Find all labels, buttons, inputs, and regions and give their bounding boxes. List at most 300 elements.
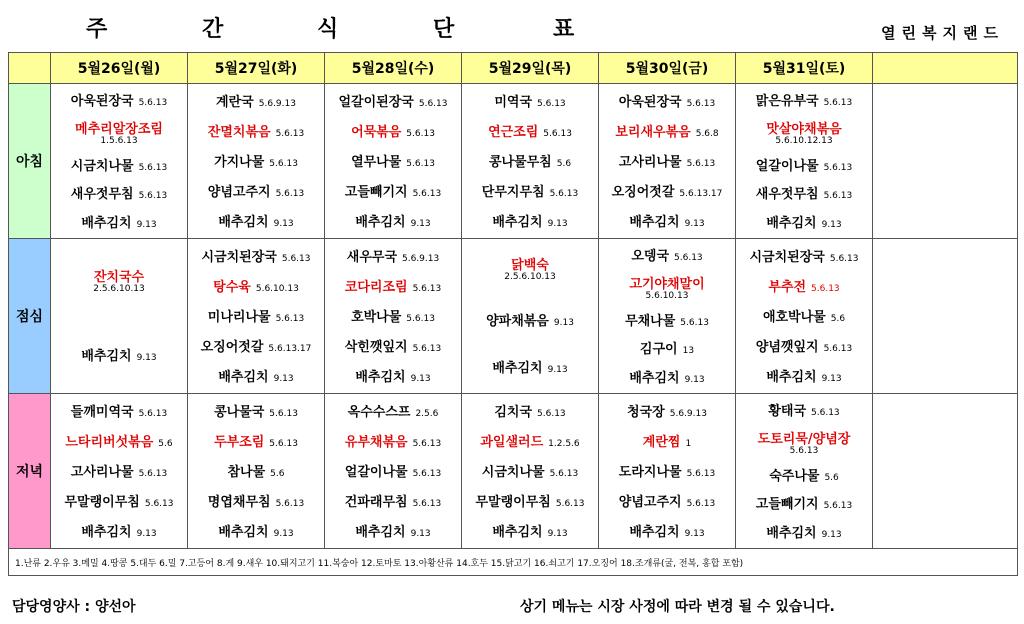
menu-item [325,493,461,510]
dish-name: 숙주나물 [769,469,820,485]
dish-name: 양파채볶음 [486,314,549,330]
dish-name: 두부조림 [214,434,265,450]
dish-name: 고사리나물 [70,464,134,480]
allergen-code: 5.6.13 [555,498,585,509]
allergen-code: 5.6.9.13 [402,253,440,264]
dish-name: 무채나물 [625,314,676,330]
allergen-code: 1.5.6.13 [100,135,138,146]
dish-name: 배추김치 [766,215,817,231]
allergen-code: 5.6.13 [138,163,168,174]
dish-name: 도토리묵/양념장 [757,431,851,447]
dish-name: 배추김치 [81,349,132,365]
menu-item [188,403,324,420]
menu-item [599,312,735,329]
menu-item [736,524,872,541]
allergen-code: 5.6.13.17 [268,343,312,354]
meal-row-lunch [9,239,1018,394]
menu-item [325,153,461,170]
allergen-code: 9.13 [684,528,705,539]
meal-label: 아침 [9,84,51,239]
dish-name: 삭힌깻잎지 [344,339,408,355]
allergen-code: 9.13 [547,528,568,539]
dish-name: 고들빼기지 [755,497,819,513]
menu-cell [462,239,599,394]
allergen-code: 9.13 [273,528,294,539]
menu-cell [599,84,736,239]
day-header: 5월28일(수) [325,53,462,84]
dish-name: 건파래무침 [344,494,408,510]
dish-name: 배추김치 [218,369,269,385]
dish-name: 열무나물 [351,154,402,170]
menu-item [188,308,324,325]
menu-cell [462,84,599,239]
menu-cell [188,239,325,394]
dish-name: 배추김치 [218,524,269,540]
corner-cell [9,53,51,84]
brand-name: 열린복지랜드 [881,24,1004,42]
menu-cell [736,394,873,549]
allergen-code: 9.13 [821,529,842,540]
meal-label: 점심 [9,239,51,394]
empty-cell [873,394,1018,549]
dish-name: 배추김치 [355,524,406,540]
meal-row-dinner [9,394,1018,549]
allergen-code: 5.6.13 [811,283,840,294]
menu-cell [325,239,462,394]
menu-item [462,523,598,540]
dish-name: 명엽채무침 [207,494,271,510]
allergen-code: 5.6.13 [406,313,435,324]
allergen-code: 5.6.13 [823,501,853,512]
empty-cell [873,84,1018,239]
menu-item [462,213,598,230]
menu-item [188,463,324,480]
menu-item [599,275,735,301]
dish-name: 배추김치 [81,524,132,540]
menu-item [325,433,461,450]
menu-cell [736,84,873,239]
menu-item [188,338,324,355]
dish-name: 양념깻잎지 [755,339,819,355]
dish-name: 배추김치 [492,524,543,540]
allergen-code: 5.6 [824,473,839,484]
menu-item [325,278,461,295]
menu-cell [462,394,599,549]
meal-body [9,84,1018,549]
dish-name: 맑은유부국 [755,93,819,109]
allergen-code: 1 [685,438,692,449]
menu-item [51,523,187,540]
allergen-code: 5.6.13 [412,188,442,199]
dish-name: 김구이 [639,342,678,358]
dish-name: 어묵볶음 [351,124,402,140]
allergen-code: 5.6.13 [281,253,311,264]
dish-name: 옥수수스프 [347,404,411,420]
title-char: 간 [202,17,224,42]
allergen-code: 5.6.8 [695,128,719,139]
allergen-code: 5.6.10.13 [255,283,299,294]
menu-cell [51,394,188,549]
allergen-code: 5.6.13 [537,408,566,419]
dish-name: 느타리버섯볶음 [65,434,154,450]
menu-item [736,92,872,109]
menu-item [599,213,735,230]
dish-name: 단무지무침 [481,184,545,200]
allergen-code: 5.6.13 [418,98,448,109]
menu-item [462,403,598,420]
menu-item [599,247,735,264]
menu-item [188,433,324,450]
dish-name: 고사리나물 [618,154,682,170]
menu-item [188,123,324,140]
weekly-menu-table [8,52,1018,576]
menu-item [736,402,872,419]
title-char: 식 [317,17,339,42]
allergen-code: 5.6.13 [823,163,853,174]
title-char: 표 [553,17,575,42]
allergen-code: 9.13 [547,365,568,376]
dish-name: 오징어젓갈 [200,339,264,355]
dish-name: 참나물 [227,464,266,480]
menu-item [462,493,598,510]
menu-cell [325,84,462,239]
dish-name: 탕수육 [213,279,251,295]
allergen-code: 5.6 [556,158,572,169]
allergen-code: 5.6.13 [269,408,298,419]
allergen-code: 5.6.13 [823,191,853,202]
dish-name: 콩나물국 [214,404,265,420]
menu-item [188,368,324,385]
dish-name: 배추김치 [629,214,680,230]
allergen-code: 9.13 [136,528,157,539]
allergen-code: 9.13 [684,374,705,385]
menu-item [599,340,735,357]
dish-name: 얼갈이된장국 [338,94,414,110]
dish-name: 잔치국수 [93,269,145,285]
dish-name: 고들빼기지 [344,184,408,200]
dish-name: 과일샐러드 [480,434,544,450]
allergen-code: 5.6.13 [138,191,168,202]
allergen-code: 5.6.13 [269,158,298,169]
dish-name: 아욱된장국 [70,93,134,109]
allergen-code: 5.6.13 [686,468,716,479]
menu-item [736,185,872,202]
menu-item [736,214,872,231]
allergen-code: 5.6.13 [412,343,442,354]
allergen-code: 5.6.13 [549,188,579,199]
day-header: 5월29일(목) [462,53,599,84]
dish-name: 잔멸치볶음 [207,124,271,140]
menu-cell [599,239,736,394]
allergen-code: 5.6.13 [537,98,566,109]
menu-item [325,338,461,355]
menu-item [325,523,461,540]
dish-name: 배추김치 [218,214,269,230]
allergen-code: 5.6.13.17 [679,188,723,199]
allergen-code: 9.13 [821,373,842,384]
allergen-code: 5.6.13 [549,468,579,479]
menu-item [325,213,461,230]
dish-name: 무말랭이무침 [475,494,551,510]
dish-name: 부추전 [768,279,807,295]
menu-item [736,338,872,355]
meal-row-breakfast [9,84,1018,239]
menu-item [462,93,598,110]
dish-name: 양념고주지 [207,184,271,200]
allergen-code: 5.6.13 [823,97,853,108]
menu-item [51,157,187,174]
dish-name: 호박나물 [351,309,402,325]
allergen-code: 5.6.13 [412,468,442,479]
menu-cell [599,394,736,549]
menu-item [599,123,735,140]
allergen-code: 5.6.13 [269,438,298,449]
allergen-code: 9.13 [553,318,574,329]
allergen-code: 5.6.13 [412,283,442,294]
allergen-code: 5.6.13 [275,498,305,509]
menu-item [188,523,324,540]
menu-item [599,463,735,480]
menu-item [599,433,735,450]
menu-cell [51,84,188,239]
allergen-code: 9.13 [410,218,431,229]
menu-item [325,248,461,265]
allergen-code: 5.6.10.13 [645,290,689,301]
menu-item [51,347,187,364]
allergen-code: 9.13 [273,218,294,229]
menu-item [51,463,187,480]
menu-item [51,433,187,450]
allergen-code: 5.6.13 [543,128,572,139]
allergen-code: 1.2.5.6 [548,438,580,449]
menu-cell [51,239,188,394]
menu-cell [325,394,462,549]
menu-item [51,92,187,109]
allergen-code: 5.6.13 [138,97,168,108]
dish-name: 닭백숙 [511,258,549,274]
allergen-code: 9.13 [684,218,705,229]
menu-item [325,368,461,385]
day-header-row [9,53,1018,84]
menu-item [188,183,324,200]
allergen-code: 2.5.6.10.13 [93,283,145,294]
menu-item [462,123,598,140]
dish-name: 미역국 [494,94,533,110]
menu-item [325,183,461,200]
menu-item [188,493,324,510]
allergen-code: 5.6.13 [680,318,709,329]
menu-item [188,93,324,110]
allergen-code: 5.6.10.12.13 [775,135,833,146]
allergen-code: 5.6 [830,313,846,324]
title-char: 단 [433,17,455,42]
empty-day-header [873,53,1018,84]
allergen-code: 5.6.9.13 [258,98,296,109]
allergen-code: 5.6.13 [406,128,435,139]
dish-name: 보리새우볶음 [615,124,691,140]
allergen-code: 9.13 [273,373,294,384]
dish-name: 배추김치 [629,370,680,386]
allergen-code: 13 [682,346,695,357]
empty-cell [873,239,1018,394]
allergen-code: 2.5.6 [415,408,439,419]
allergen-code: 5.6.13 [674,252,703,263]
menu-item [325,123,461,140]
allergen-code: 5.6.13 [412,438,442,449]
allergen-code: 5.6.13 [829,253,859,264]
menu-item [599,523,735,540]
menu-item [325,308,461,325]
menu-item [462,256,598,282]
dish-name: 연근조림 [488,124,539,140]
day-header: 5월30일(금) [599,53,736,84]
allergen-code: 5.6.13 [412,498,442,509]
dish-name: 도라지나물 [618,464,682,480]
day-header: 5월31일(토) [736,53,873,84]
menu-item [736,157,872,174]
dish-name: 유부채볶음 [344,434,408,450]
menu-item [599,93,735,110]
dish-name: 배추김치 [766,369,817,385]
menu-item [736,308,872,325]
dish-name: 배추김치 [355,369,406,385]
menu-item [325,403,461,420]
menu-cell [188,84,325,239]
dish-name: 김치국 [494,404,533,420]
dish-name: 배추김치 [492,214,543,230]
allergen-code: 2.5.6.10.13 [504,271,556,282]
dish-name: 새우젓무침 [755,187,819,203]
dish-name: 시금치나물 [481,464,545,480]
menu-cell [736,239,873,394]
menu-item [188,248,324,265]
allergen-code: 5.6.13 [144,498,174,509]
menu-item [736,248,872,265]
menu-item [462,359,598,376]
menu-cell [188,394,325,549]
meal-label: 저녁 [9,394,51,549]
allergen-code: 5.6.13 [138,468,168,479]
dish-name: 무말랭이무침 [64,494,140,510]
day-header: 5월27일(화) [188,53,325,84]
allergen-code: 5.6 [270,468,285,479]
title-char: 주 [86,17,108,42]
dish-name: 배추김치 [766,525,817,541]
menu-item [51,493,187,510]
menu-item [51,214,187,231]
dish-name: 시금치된장국 [749,249,825,265]
allergen-code: 5.6.13 [823,343,853,354]
allergen-code: 5.6.13 [686,98,716,109]
menu-item [736,278,872,295]
dish-name: 배추김치 [492,361,543,377]
dish-name: 배추김치 [355,214,406,230]
dish-name: 새우무국 [346,249,397,265]
dish-name: 오뎅국 [631,248,670,264]
allergen-code: 5.6.13 [789,445,819,456]
menu-item [736,495,872,512]
menu-item [462,153,598,170]
menu-item [462,433,598,450]
dish-name: 새우젓무침 [70,187,134,203]
menu-item [325,93,461,110]
dish-name: 미나리나물 [207,309,271,325]
menu-item [736,120,872,146]
dish-name: 계란국 [216,94,254,110]
menu-item [51,120,187,146]
allergen-code: 9.13 [410,528,431,539]
menu-item [188,278,324,295]
allergy-note: 1.난류 2.우유 3.메밀 4.땅콩 5.대두 6.밀 7.고등어 8.게 9.새우 10.돼지고기 11.복숭아 12.토마토 13.아황산류 14.호두 15.닭고기 16.쇠고기 17.오징어 18.조개류(굴, 전복, 홍합 포함) [9,549,1018,576]
dish-name: 얼갈이나물 [344,464,408,480]
menu-item [51,403,187,420]
allergen-code: 5.6.13 [406,158,435,169]
dish-name: 메추리알장조림 [75,121,163,137]
allergen-code: 5.6.13 [138,408,168,419]
dish-name: 맛살야채볶음 [766,121,842,137]
dish-name: 가지나물 [214,154,265,170]
menu-item [462,463,598,480]
day-header: 5월26일(월) [51,53,188,84]
dish-name: 양념고주지 [618,494,682,510]
menu-notice: 상기 메뉴는 시장 사정에 따라 변경 될 수 있습니다. [520,599,835,615]
allergen-code: 5.6.13 [686,498,716,509]
menu-item [736,467,872,484]
dish-name: 고기야채말이 [629,276,705,292]
menu-item [599,183,735,200]
menu-item [599,403,735,420]
menu-item [599,493,735,510]
dish-name: 시금치나물 [70,159,134,175]
dish-name: 시금치된장국 [201,249,277,265]
menu-item [51,185,187,202]
menu-item [462,183,598,200]
dietitian-label: 담당영양사 : 양선아 [12,599,136,615]
menu-item [188,153,324,170]
allergen-code: 5.6.13 [811,407,840,418]
allergen-code: 5.6.13 [686,158,716,169]
menu-item [325,463,461,480]
allergen-code: 9.13 [410,373,431,384]
allergen-code: 9.13 [136,219,157,230]
dish-name: 계란찜 [642,434,681,450]
allergen-code: 5.6.13 [275,188,305,199]
allergen-code: 5.6.13 [275,128,305,139]
title-row [0,0,1024,50]
dish-name: 얼갈이나물 [755,159,819,175]
menu-item [599,369,735,386]
allergen-code: 5.6.13 [275,313,305,324]
dish-name: 청국장 [627,404,665,420]
menu-item [736,368,872,385]
dish-name: 배추김치 [81,215,132,231]
menu-item [188,213,324,230]
allergen-code: 9.13 [136,353,157,364]
dish-name: 콩나물무침 [488,154,552,170]
dish-name: 코다리조림 [344,279,408,295]
allergy-row [9,549,1018,576]
dish-name: 오징어젓갈 [611,184,675,200]
allergen-code: 9.13 [547,218,568,229]
allergen-code: 5.6 [158,438,173,449]
menu-item [462,312,598,329]
dish-name: 애호박나물 [762,309,826,325]
dish-name: 들깨미역국 [70,404,134,420]
menu-item [51,268,187,294]
allergen-code: 9.13 [821,219,842,230]
menu-item [736,430,872,456]
dish-name: 아욱된장국 [618,94,682,110]
